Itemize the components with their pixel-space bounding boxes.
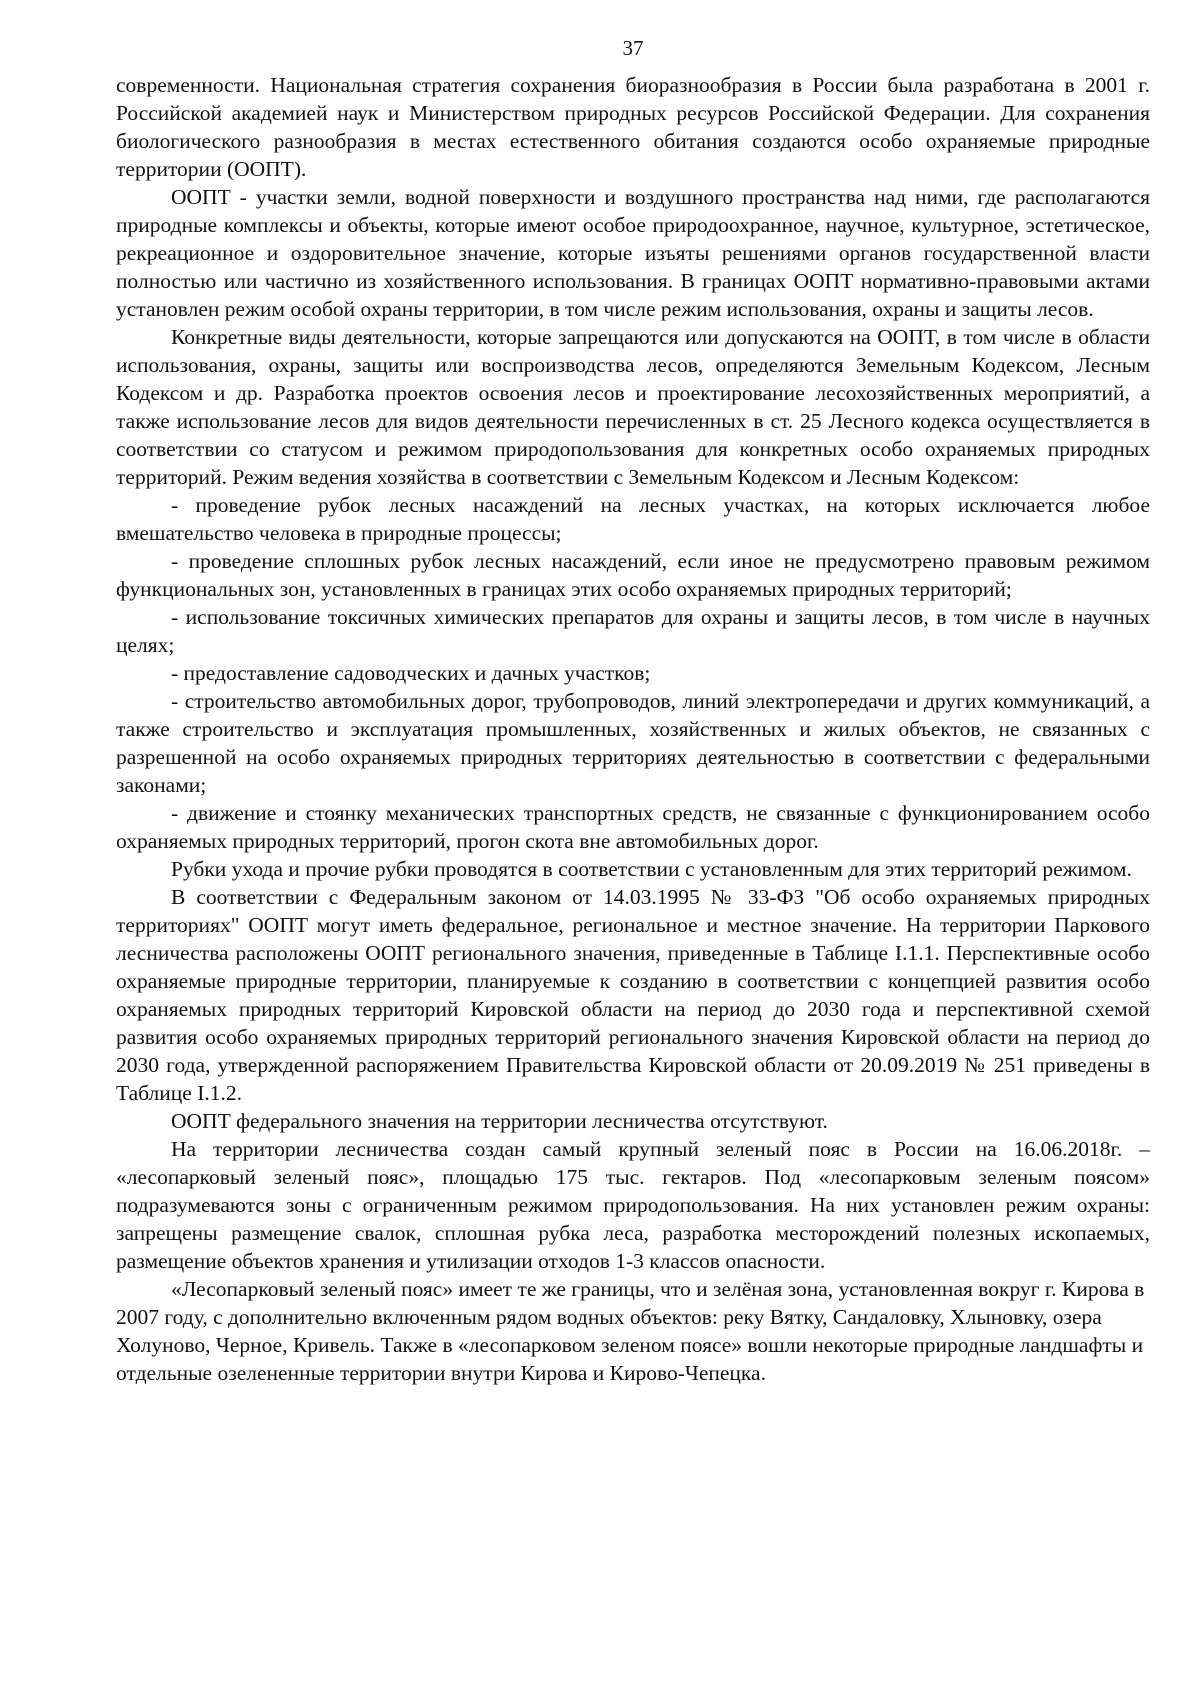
document-body [116,71,1150,1387]
paragraph: На территории лесничества создан самый крупный зеленый пояс в России на 16.06.2018г. – «лесопарковый зеленый пояс», площадью 175 тыс. гектаров. Под «лесопарковым зеленым поясом» подразумеваются зоны с ограниченным режимом природопользования. На них установлен режим охраны: запрещены размещение свалок, сплошная рубка леса, разработка месторождений полезных ископаемых, размещение объектов хранения и утилизации отходов 1-3 классов опасности. [116,1137,1150,1273]
list-item: - предоставление садоводческих и дачных участков; [171,661,651,685]
paragraph: «Лесопарковый зеленый пояс» имеет те же границы, что и зелёная зона, установленная вокруг г. Кирова в 2007 году, с дополнительно включенным рядом водных объектов: реку Вятку, Сандаловку, Хлыновку, озера Холуново, Черное, Кривель. Также в «лесопарковом зеленом поясе» вошли некоторые природные ландшафты и отдельные озелененные территории внутри Кирова и Кирово-Чепецка. [116,1277,1145,1385]
paragraph: Конкретные виды деятельности, которые запрещаются или допускаются на ООПТ, в том числе в области использования, охраны, защиты или воспроизводства лесов, определяются Земельным Кодексом, Лесным Кодексом и др. Разработка проектов освоения лесов и проектирование лесохозяйственных мероприятий, а также использование лесов для видов деятельности перечисленных в ст. 25 Лесного кодекса осуществляется в соответствии со статусом и режимом природопользования для конкретных особо охраняемых природных территорий. Режим ведения хозяйства в соответствии с Земельным Кодексом и Лесным Кодексом: [116,325,1150,489]
list-item: - движение и стоянку механических транспортных средств, не связанные с функционированием особо охраняемых природных территорий, прогон скота вне автомобильных дорог. [116,801,1150,853]
list-item: - проведение сплошных рубок лесных насаждений, если иное не предусмотрено правовым режимом функциональных зон, установленных в границах этих особо охраняемых природных территорий; [116,549,1150,601]
list-item: - проведение рубок лесных насаждений на лесных участках, на которых исключается любое вмешательство человека в природные процессы; [116,493,1150,545]
paragraph: современности. Национальная стратегия сохранения биоразнообразия в России была разработана в 2001 г. Российской академией наук и Министерством природных ресурсов Российской Федерации. Для сохранения биологического разнообразия в местах естественного обитания создаются особо охраняемые природные территории (ООПТ). [116,73,1150,181]
paragraph: В соответствии с Федеральным законом от 14.03.1995 № 33-ФЗ "Об особо охраняемых природных территориях" ООПТ могут иметь федеральное, региональное и местное значение. На территории Паркового лесничества расположены ООПТ регионального значения, приведенные в Таблице I.1.1. Перспективные особо охраняемые природные территории, планируемые к созданию в соответствии с концепцией развития особо охраняемых природных территорий Кировской области на период до 2030 года и перспективной схемой развития особо охраняемых природных территорий регионального значения Кировской области на период до 2030 года, утвержденной распоряжением Правительства Кировской области от 20.09.2019 № 251 приведены в Таблице I.1.2. [116,885,1150,1105]
paragraph: Рубки ухода и прочие рубки проводятся в соответствии с установленным для этих территорий режимом. [171,857,1132,881]
page-number: 37 [622,36,644,60]
list-item: - строительство автомобильных дорог, трубопроводов, линий электропередачи и других коммуникаций, а также строительство и эксплуатация промышленных, хозяйственных и жилых объектов, не связанных с разрешенной на особо охраняемых природных территориях деятельностью в соответствии с федеральными законами; [116,689,1150,797]
list-item: - использование токсичных химических препаратов для охраны и защиты лесов, в том числе в научных целях; [116,605,1150,657]
paragraph: ООПТ - участки земли, водной поверхности и воздушного пространства над ними, где располагаются природные комплексы и объекты, которые имеют особое природоохранное, научное, культурное, эстетическое, рекреационное и оздоровительное значение, которые изъяты решениями органов государственной власти полностью или частично из хозяйственного использования. В границах ООПТ нормативно-правовыми актами установлен режим особой охраны территории, в том числе режим использования, охраны и защиты лесов. [116,185,1150,321]
paragraph: ООПТ федерального значения на территории лесничества отсутствуют. [171,1109,828,1133]
